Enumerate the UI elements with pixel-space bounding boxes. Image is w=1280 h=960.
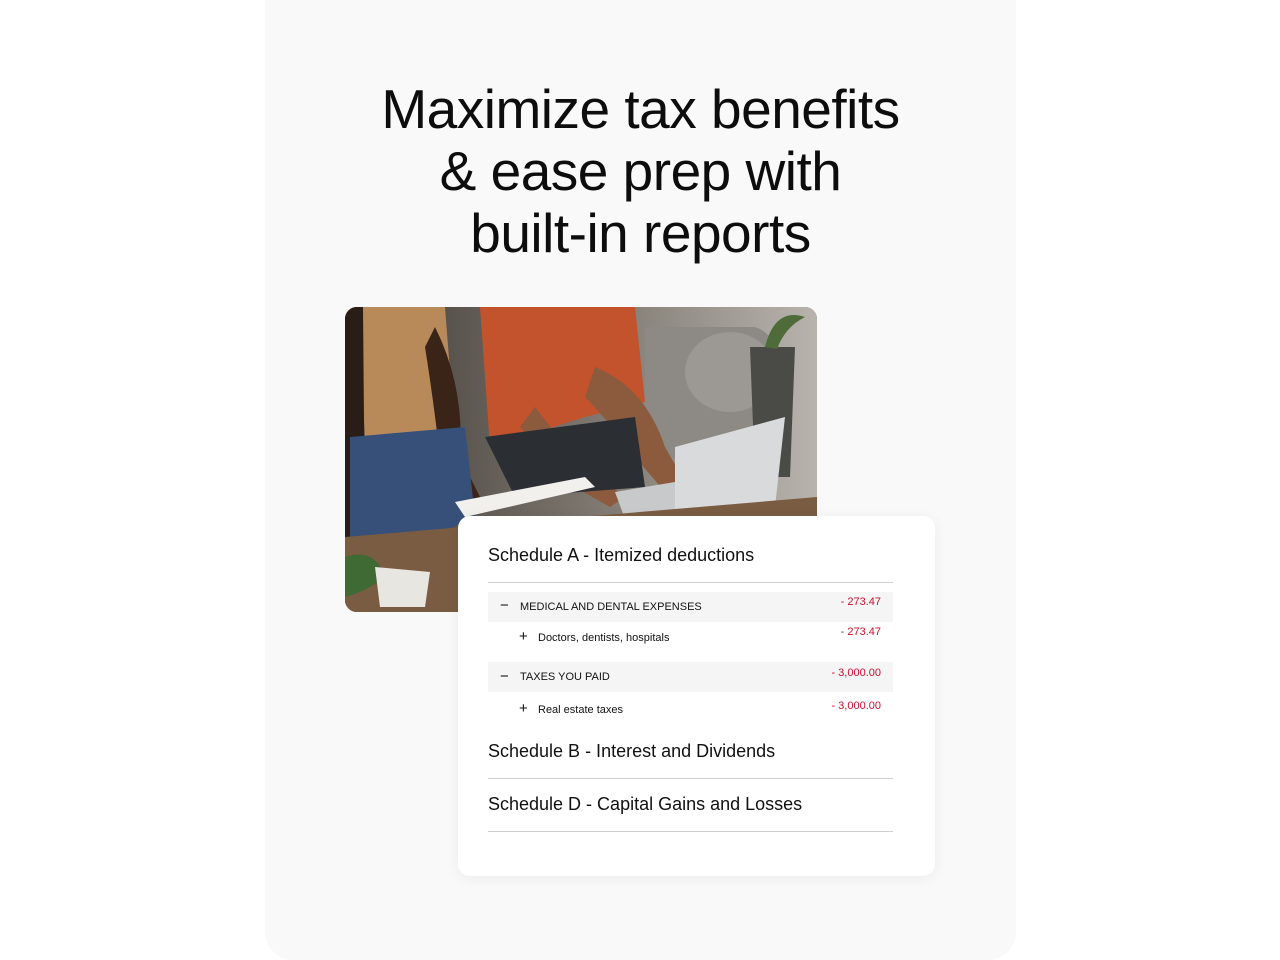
schedule-d-title[interactable]: Schedule D - Capital Gains and Losses xyxy=(488,794,803,814)
divider xyxy=(488,778,893,779)
item-label: Real estate taxes xyxy=(538,704,623,716)
group-row-medical[interactable] xyxy=(488,592,893,622)
group-label: MEDICAL AND DENTAL EXPENSES xyxy=(520,601,702,613)
divider xyxy=(488,831,893,832)
item-row-doctors[interactable] xyxy=(488,622,893,652)
group-label: TAXES YOU PAID xyxy=(520,671,610,683)
group-row-taxes[interactable] xyxy=(488,662,893,692)
item-amount: - 3,000.00 xyxy=(831,700,881,712)
page-headline xyxy=(265,78,1016,264)
item-row-real-estate[interactable] xyxy=(488,694,893,724)
plus-icon[interactable]: + xyxy=(519,700,528,717)
headline-line-2: & ease prep with xyxy=(439,140,842,202)
tax-report-card xyxy=(458,516,935,876)
item-amount: - 273.47 xyxy=(840,626,881,638)
minus-icon[interactable]: − xyxy=(500,668,509,685)
divider xyxy=(488,582,893,583)
schedule-b-title[interactable]: Schedule B - Interest and Dividends xyxy=(488,741,776,761)
headline-line-1: Maximize tax benefits xyxy=(381,78,900,140)
plus-icon[interactable]: + xyxy=(519,628,528,645)
group-amount: - 3,000.00 xyxy=(831,667,881,679)
headline-line-3: built-in reports xyxy=(470,202,811,264)
minus-icon[interactable]: − xyxy=(500,597,509,614)
group-amount: - 273.47 xyxy=(840,596,881,608)
schedule-a-title[interactable]: Schedule A - Itemized deductions xyxy=(488,545,755,565)
item-label: Doctors, dentists, hospitals xyxy=(538,632,670,644)
